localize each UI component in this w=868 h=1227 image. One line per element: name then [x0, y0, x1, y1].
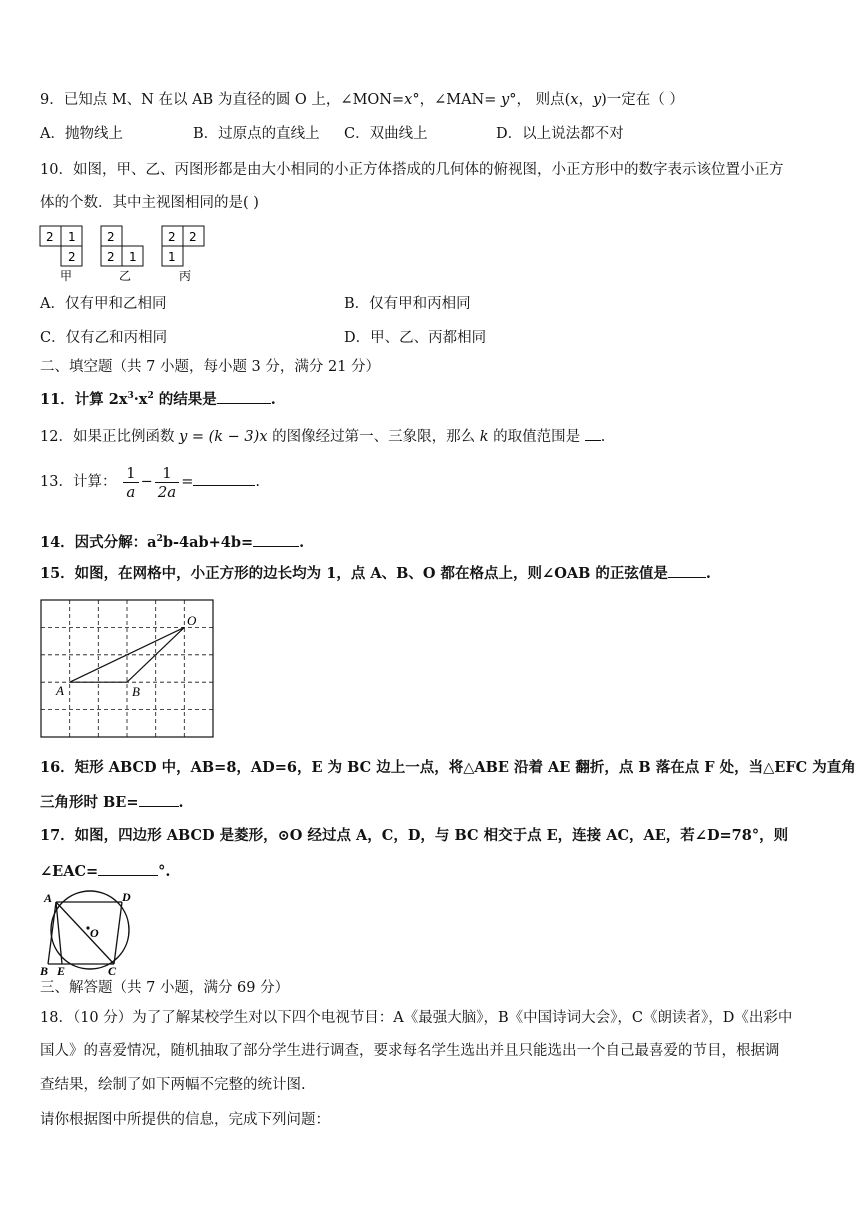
- answer-blank[interactable]: [193, 471, 255, 486]
- answer-blank[interactable]: [668, 563, 706, 578]
- point-label-c: C: [108, 964, 117, 978]
- q12-end: .: [600, 429, 606, 445]
- q14-exponent: 2: [156, 534, 163, 544]
- point-label-a: A: [44, 891, 53, 905]
- point-label-b: B: [40, 964, 49, 978]
- figure-label: 甲: [60, 269, 73, 283]
- section-solutions-title: 三、解答题（共 7 小题，满分 69 分）: [40, 980, 290, 996]
- q12-text: 的取值范围是: [493, 429, 585, 445]
- equals-sign: =: [181, 474, 194, 490]
- q12-text: 的图像经过第一、三象限，那么: [267, 429, 476, 445]
- q12-formula: y = (k − 3)x: [179, 429, 268, 445]
- numerator: 1: [155, 464, 180, 483]
- q10-stem-line2: 体的个数．其中主视图相同的是( ): [40, 195, 259, 211]
- q13: [40, 460, 260, 504]
- q17-circle-figure: [38, 888, 138, 978]
- var-x: x: [570, 92, 579, 108]
- cell-value: 2: [46, 230, 54, 244]
- q17-line2: [40, 861, 170, 882]
- q11-exponent: 2: [147, 391, 154, 401]
- q14-end: .: [299, 533, 305, 551]
- q9-option-c: C．双曲线上: [344, 126, 428, 142]
- q11-exponent: 3: [127, 391, 134, 401]
- q11-text: 11．计算 2x: [40, 390, 128, 408]
- q18-line4: 请你根据图中所提供的信息，完成下列问题：: [40, 1112, 330, 1128]
- q9-stem-part: 9．已知点 M、N 在以 AB 为直径的圆 O 上，∠MON=: [40, 92, 405, 108]
- answer-blank[interactable]: [217, 389, 271, 404]
- answer-blank[interactable]: [139, 792, 179, 807]
- q18-line1: 18．（10 分）为了了解某校学生对以下四个电视节目：A《最强大脑》，B《中国诗词大会》，C《朗读者》，D《出彩中: [40, 1010, 793, 1026]
- cell-value: 2: [168, 230, 176, 244]
- q13-end: .: [255, 474, 261, 490]
- point-label-b: B: [132, 684, 140, 699]
- denominator: a: [126, 482, 136, 501]
- point-label-e: E: [57, 964, 66, 978]
- q10-figure-yi: [99, 224, 149, 284]
- q11-text: ·x: [133, 390, 148, 408]
- cell-value: 2: [107, 250, 115, 264]
- q12-text: 12．如果正比例函数: [40, 429, 180, 445]
- q17-end: °.: [158, 863, 171, 880]
- q15-end: .: [705, 565, 711, 582]
- figure-label: 丙: [179, 269, 192, 283]
- q9-stem-part: )一定在（ ）: [601, 92, 684, 108]
- cell-value: 2: [68, 250, 76, 264]
- cell-value: 1: [68, 230, 76, 244]
- var-y: y: [501, 92, 510, 108]
- q16-end: .: [178, 794, 184, 811]
- q10-option-b: B．仅有甲和丙相同: [344, 296, 471, 312]
- fraction: [123, 464, 139, 501]
- q9-option-d: D．以上说法都不对: [496, 126, 624, 142]
- q18-line2: 国人》的喜爱情况，随机抽取了部分学生进行调查，要求每名学生选出并且只能选出一个自己最喜爱的节目，根据调: [40, 1043, 780, 1059]
- q10-stem-line1: 10．如图，甲、乙、丙图形都是由大小相同的小正方体搭成的几何体的俯视图，小正方形中的数字表示该位置小正方: [40, 162, 784, 178]
- q10-option-c: C．仅有乙和丙相同: [40, 330, 168, 346]
- q9-stem-part: °，∠MAN=: [412, 92, 502, 108]
- q15: [40, 563, 711, 584]
- q11: [40, 386, 276, 410]
- q14-text: 14．因式分解：a: [40, 533, 157, 551]
- q10-option-d: D．甲、乙、丙都相同: [344, 330, 487, 346]
- section-fill-in-title: 二、填空题（共 7 小题，每小题 3 分，满分 21 分）: [40, 359, 381, 375]
- q16-line1: 16．矩形 ABCD 中，AB=8，AD=6，E 为 BC 边上一点，将△ABE 沿着 AE 翻折，点 B 落在点 F 处，当△EFC 为直角: [40, 759, 856, 776]
- q16-text: 三角形时 BE=: [40, 794, 139, 811]
- point-label-o: O: [187, 613, 197, 628]
- var-k: k: [475, 429, 494, 445]
- cell-value: 1: [168, 250, 176, 264]
- q16-line2: [40, 792, 184, 813]
- q9-stem: [40, 90, 684, 110]
- q11-text: 的结果是: [153, 390, 217, 408]
- q10-figure-jia: [38, 224, 88, 284]
- q9-option-b: B．过原点的直线上: [193, 126, 320, 142]
- q10-figure-bing: [160, 224, 210, 284]
- q9-stem-part: ，: [578, 92, 593, 108]
- point-label-d: D: [122, 890, 131, 904]
- cell-value: 1: [129, 250, 137, 264]
- q9-stem-part: °， 则点(: [509, 92, 571, 108]
- var-x: x: [404, 92, 413, 108]
- denominator: 2a: [157, 482, 177, 501]
- q15-grid-figure: [40, 598, 216, 740]
- q17-line1: 17．如图，四边形 ABCD 是菱形，⊙O 经过点 A，C，D，与 BC 相交于点 E，连接 AC，AE，若∠D=78°，则: [40, 827, 789, 844]
- q14: [40, 529, 304, 553]
- figure-label: 乙: [119, 269, 132, 283]
- q18-line3: 查结果，绘制了如下两幅不完整的统计图.: [40, 1077, 306, 1093]
- cell-value: 2: [107, 230, 115, 244]
- q13-text: 13．计算：: [40, 474, 117, 490]
- minus-sign: −: [140, 474, 153, 490]
- q9-option-a: A．抛物线上: [40, 126, 123, 142]
- answer-blank[interactable]: [585, 426, 601, 441]
- q17-text: ∠EAC=: [40, 863, 99, 880]
- q14-text: b-4ab+4b=: [162, 533, 254, 551]
- q11-end: .: [270, 390, 276, 408]
- q10-option-a: A．仅有甲和乙相同: [40, 296, 167, 312]
- point-label-o: O: [90, 926, 99, 940]
- numerator: 1: [123, 464, 139, 483]
- q15-text: 15．如图，在网格中，小正方形的边长均为 1，点 A、B、O 都在格点上，则∠OAB 的正弦值是: [40, 565, 668, 582]
- answer-blank[interactable]: [253, 532, 299, 547]
- q12: [40, 426, 605, 447]
- point-label-a: A: [56, 683, 64, 698]
- var-y: y: [592, 92, 602, 108]
- answer-blank[interactable]: [98, 861, 158, 876]
- fraction: [155, 464, 180, 501]
- cell-value: 2: [189, 230, 197, 244]
